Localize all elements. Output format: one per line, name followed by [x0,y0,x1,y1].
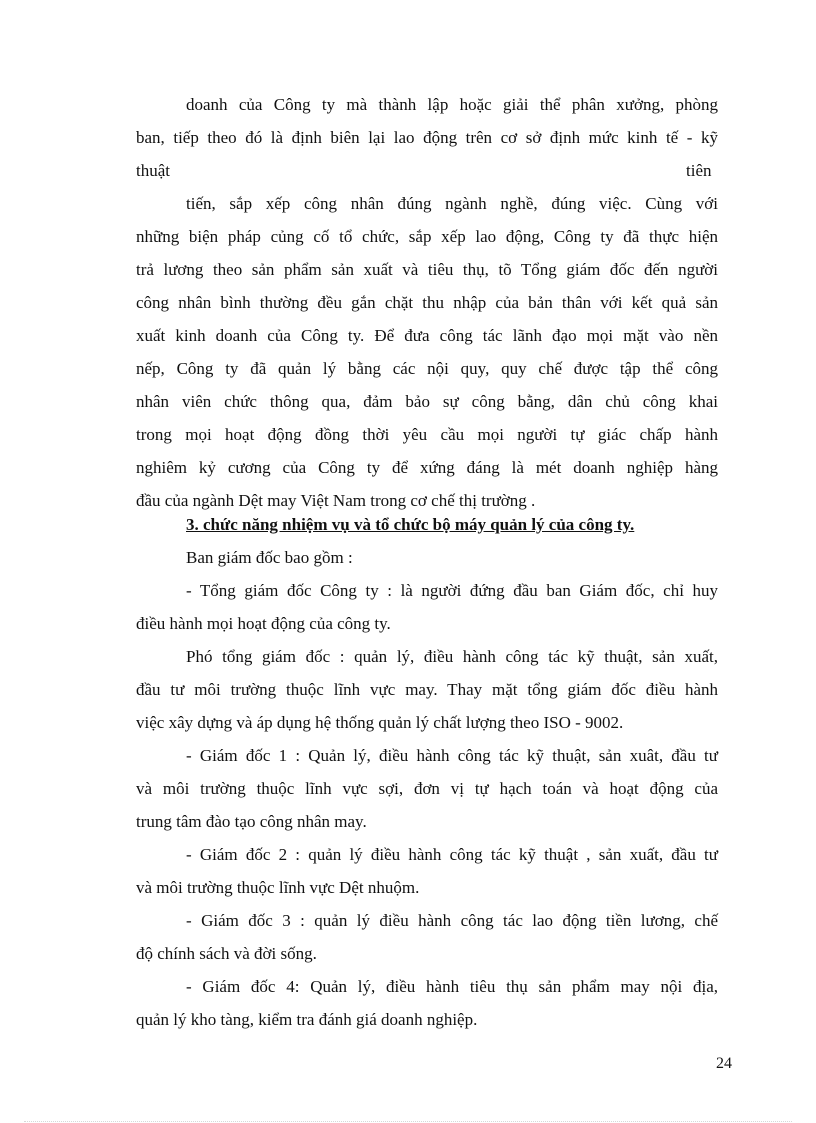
body-line: trung tâm đào tạo công nhân may. [136,812,367,831]
body-line: nghiêm kỷ cương của Công ty để xứng đáng là mét doanh nghiệp hàng [136,458,718,477]
body-line: - Giám đốc 2 : quản lý điều hành công tác kỹ thuật , sản xuất, đầu tư [186,845,718,864]
body-line: xuất kinh doanh của Công ty. Để đưa công tác lãnh đạo mọi mặt vào nền [136,326,718,345]
body-line: - Giám đốc 3 : quản lý điều hành công tác lao động tiền lương, chế [186,911,718,930]
body-line: công nhân bình thường đều gắn chặt thu nhập của bản thân với kết quả sản [136,293,718,312]
page-bottom-divider [24,1121,792,1122]
body-line: trong mọi hoạt động đồng thời yêu cầu mọi người tự giác chấp hành [136,425,718,444]
body-line: những biện pháp củng cố tổ chức, sắp xếp lao động, Công ty đã thực hiện [136,227,718,246]
body-line: doanh của Công ty mà thành lập hoặc giải thể phân xưởng, phòng [186,95,718,114]
body-line: đầu của ngành Dệt may Việt Nam trong cơ chế thị trường . [136,491,536,510]
page-number: 24 [716,1055,732,1072]
body-line: - Tổng giám đốc Công ty : là người đứng đầu ban Giám đốc, chỉ huy [186,581,718,600]
body-line: nếp, Công ty đã quản lý bằng các nội quy, quy chế được tập thể công [136,359,718,378]
body-line: thuật [136,161,170,180]
body-line: đầu tư môi trường thuộc lĩnh vực may. Thay mặt tổng giám đốc điều hành [136,680,718,699]
section-heading: 3. chức năng nhiệm vụ và tổ chức bộ máy quản lý của công ty. [186,515,635,534]
body-line: độ chính sách và đời sống. [136,944,317,963]
body-line: - Giám đốc 4: Quản lý, điều hành tiêu thụ sản phẩm may nội địa, [186,977,718,996]
body-line: việc xây dựng và áp dụng hệ thống quản lý chất lượng theo ISO - 9002. [136,713,624,732]
body-line: Ban giám đốc bao gồm : [186,548,353,567]
body-line: điều hành mọi hoạt động của công ty. [136,614,391,633]
body-line: ban, tiếp theo đó là định biên lại lao động trên cơ sở định mức kinh tế - kỹ [136,128,718,147]
body-line: quản lý kho tàng, kiểm tra đánh giá doanh nghiệp. [136,1010,478,1029]
body-line: tiến, sắp xếp công nhân đúng ngành nghề, đúng việc. Cùng với [186,194,718,213]
body-line: và môi trường thuộc lĩnh vực Dệt nhuộm. [136,878,420,897]
body-line: - Giám đốc 1 : Quản lý, điều hành công tác kỹ thuật, sản xuât, đầu tư [186,746,718,765]
body-line: và môi trường thuộc lĩnh vực sợi, đơn vị tự hạch toán và hoạt động của [136,779,718,798]
body-line: nhân viên chức thông qua, đảm bảo sự công bằng, dân chủ công khai [136,392,718,411]
body-line: Phó tổng giám đốc : quản lý, điều hành công tác kỹ thuật, sản xuất, [186,647,718,666]
body-line: trả lương theo sản phẩm sản xuất và tiêu thụ, tõ Tổng giám đốc đến người [136,260,718,279]
body-line: tiên [686,161,712,180]
